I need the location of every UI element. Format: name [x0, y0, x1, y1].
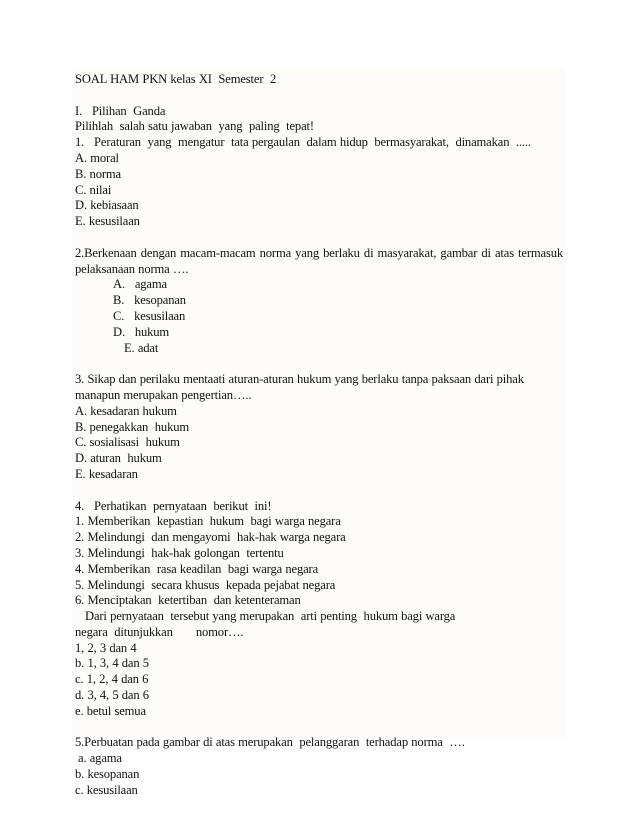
q5-option-b: b. kesopanan — [75, 767, 140, 782]
blank-line — [75, 483, 563, 499]
q3-option-c: C. sosialisasi hukum — [75, 435, 180, 450]
q2-option-b: B. kesopanan — [113, 293, 186, 308]
q1-option-d: D. kebiasaan — [75, 198, 139, 213]
q2-option-d: D. hukum — [113, 324, 170, 339]
q1-option-b: B. norma — [75, 166, 121, 181]
q3-option-b: B. penegakkan hukum — [75, 419, 190, 434]
q3-option-a: A. kesadaran hukum — [75, 403, 177, 418]
q4-option-d: d. 3, 4, 5 dan 6 — [75, 688, 149, 703]
q4-statement-4: 4. Memberikan rasa keadilan bagi warga negara — [75, 561, 319, 576]
q4-statement-6: 6. Menciptakan ketertiban dan ketenteraman — [75, 593, 301, 608]
q3-option-d: D. aturan hukum — [75, 451, 162, 466]
question-5: 5.Perbuatan pada gambar di atas merupakan pelanggaran terhadap norma …. — [75, 735, 465, 750]
question-1: 1. Peraturan yang mengatur tata pergaulan dalam hidup bermasyarakat, dinamakan ..... — [75, 135, 531, 150]
q4-statement-5: 5. Melindungi secara khusus kepada pejabat negara — [75, 577, 336, 592]
section-heading: I. Pilihan Ganda — [75, 103, 166, 118]
question-4: 4. Perhatikan pernyataan berikut ini! — [75, 498, 272, 513]
question-3: 3. Sikap dan perilaku mentaati aturan-aturan hukum yang berlaku tanpa paksaan dari pihak manapun merupakan pengertian….. — [75, 372, 524, 402]
document-body — [75, 72, 563, 799]
q2-option-c: C. kesusilaan — [113, 308, 186, 323]
document-title: SOAL HAM PKN kelas XI Semester 2 — [75, 72, 277, 86]
q3-option-e: E. kesadaran — [75, 466, 138, 481]
q4-prompt-line-2: negara ditunjukkan nomor…. — [75, 624, 244, 639]
q4-option-b: b. 1, 3, 4 dan 5 — [75, 656, 149, 671]
q4-option-a: 1, 2, 3 dan 4 — [75, 640, 137, 655]
blank-line — [75, 356, 563, 372]
q4-statement-3: 3. Melindungi hak-hak golongan tertentu — [75, 545, 284, 560]
blank-line — [75, 88, 563, 104]
q4-statement-1: 1. Memberikan kepastian hukum bagi warga negara — [75, 514, 341, 529]
q5-option-a: a. agama — [78, 751, 122, 766]
blank-line — [75, 720, 563, 736]
q1-option-e: E. kesusilaan — [75, 214, 140, 229]
question-2: 2.Berkenaan dengan macam-macam norma yang berlaku di masyarakat, gambar di atas termasuk pelaksanaan norma …. — [75, 245, 563, 276]
blank-line — [75, 230, 563, 246]
q1-option-c: C. nilai — [75, 182, 112, 197]
q2-option-a: A. agama — [113, 277, 167, 292]
instruction-text: Pilihlah salah satu jawaban yang paling tepat! — [75, 119, 314, 134]
q4-option-e: e. betul semua — [75, 703, 146, 718]
q4-option-c: c. 1, 2, 4 dan 6 — [75, 672, 149, 687]
q4-statement-2: 2. Melindungi dan mengayomi hak-hak warga negara — [75, 530, 346, 545]
q5-option-c: c. kesusilaan — [75, 782, 138, 797]
q1-option-a: A. moral — [75, 150, 119, 165]
q2-option-e: E. adat — [124, 340, 159, 355]
q4-prompt-line-1: Dari pernyataan tersebut yang merupakan arti penting hukum bagi warga — [85, 609, 456, 624]
